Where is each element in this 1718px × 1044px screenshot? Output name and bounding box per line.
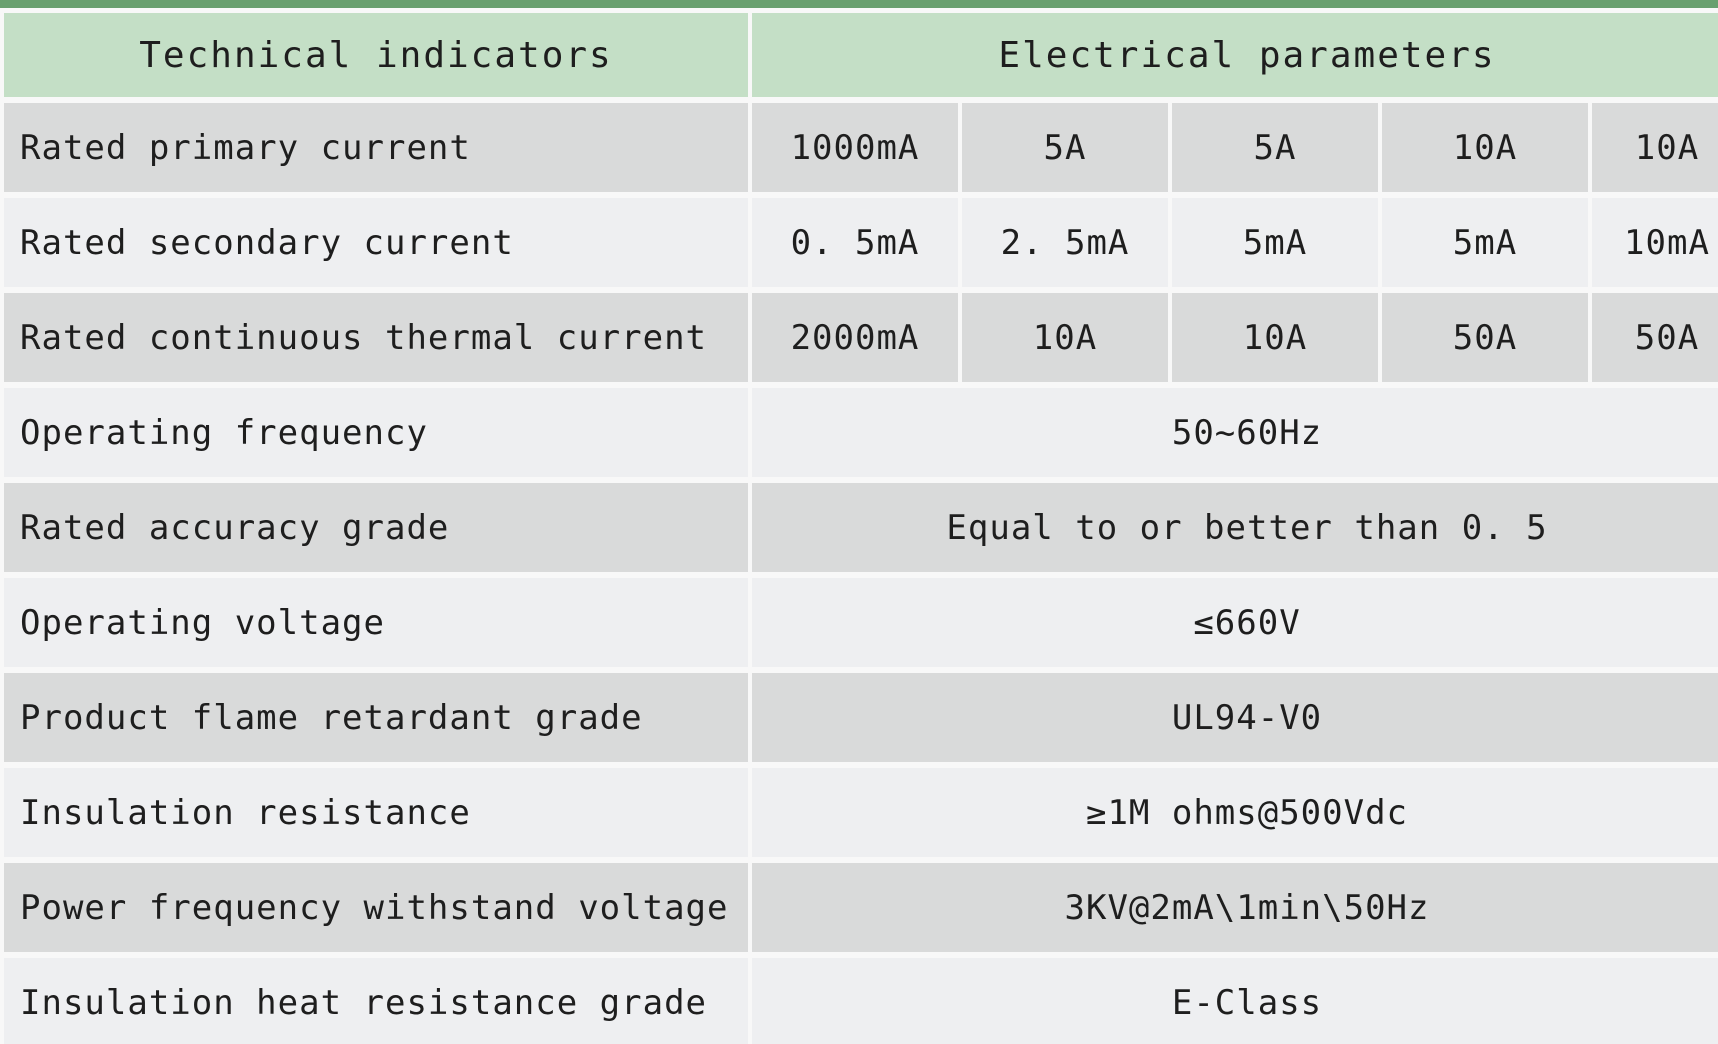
top-accent-bar bbox=[0, 0, 1718, 8]
row-label: Rated accuracy grade bbox=[4, 483, 748, 572]
row-value: 10mA bbox=[1592, 198, 1718, 287]
row-label: Product flame retardant grade bbox=[4, 673, 748, 762]
table-row bbox=[4, 198, 1718, 287]
row-value: 2000mA bbox=[752, 293, 958, 382]
row-label: Insulation resistance bbox=[4, 768, 748, 857]
row-value: 3KV@2mA\1min\50Hz bbox=[752, 863, 1718, 952]
row-value: 5A bbox=[1172, 103, 1378, 192]
header-electrical-parameters: Electrical parameters bbox=[752, 13, 1718, 97]
row-value: 10A bbox=[1172, 293, 1378, 382]
row-value: 2. 5mA bbox=[962, 198, 1168, 287]
header-technical-indicators: Technical indicators bbox=[4, 13, 748, 97]
table-row bbox=[4, 103, 1718, 192]
table-row bbox=[4, 673, 1718, 762]
row-value: 50~60Hz bbox=[752, 388, 1718, 477]
table-row bbox=[4, 388, 1718, 477]
row-label: Operating frequency bbox=[4, 388, 748, 477]
row-value: 10A bbox=[1382, 103, 1588, 192]
table-row bbox=[4, 293, 1718, 382]
row-value: 5mA bbox=[1172, 198, 1378, 287]
table-row bbox=[4, 578, 1718, 667]
row-value: ≤660V bbox=[752, 578, 1718, 667]
row-value: 5A bbox=[962, 103, 1168, 192]
row-value: 10A bbox=[962, 293, 1168, 382]
row-label: Rated continuous thermal current bbox=[4, 293, 748, 382]
row-label: Operating voltage bbox=[4, 578, 748, 667]
spec-table bbox=[0, 8, 1718, 1044]
row-value: E-Class bbox=[752, 958, 1718, 1044]
row-label: Rated secondary current bbox=[4, 198, 748, 287]
row-value: UL94-V0 bbox=[752, 673, 1718, 762]
row-value: 5mA bbox=[1382, 198, 1588, 287]
row-label: Power frequency withstand voltage bbox=[4, 863, 748, 952]
row-value: ≥1M ohms@500Vdc bbox=[752, 768, 1718, 857]
row-value: 0. 5mA bbox=[752, 198, 958, 287]
row-value: 50A bbox=[1592, 293, 1718, 382]
row-value: 50A bbox=[1382, 293, 1588, 382]
row-value: 10A bbox=[1592, 103, 1718, 192]
table-row bbox=[4, 863, 1718, 952]
row-label: Insulation heat resistance grade bbox=[4, 958, 748, 1044]
row-value: 1000mA bbox=[752, 103, 958, 192]
table-row bbox=[4, 958, 1718, 1044]
row-value: Equal to or better than 0. 5 bbox=[752, 483, 1718, 572]
table-header-row bbox=[4, 13, 1718, 97]
table-row bbox=[4, 768, 1718, 857]
row-label: Rated primary current bbox=[4, 103, 748, 192]
table-row bbox=[4, 483, 1718, 572]
